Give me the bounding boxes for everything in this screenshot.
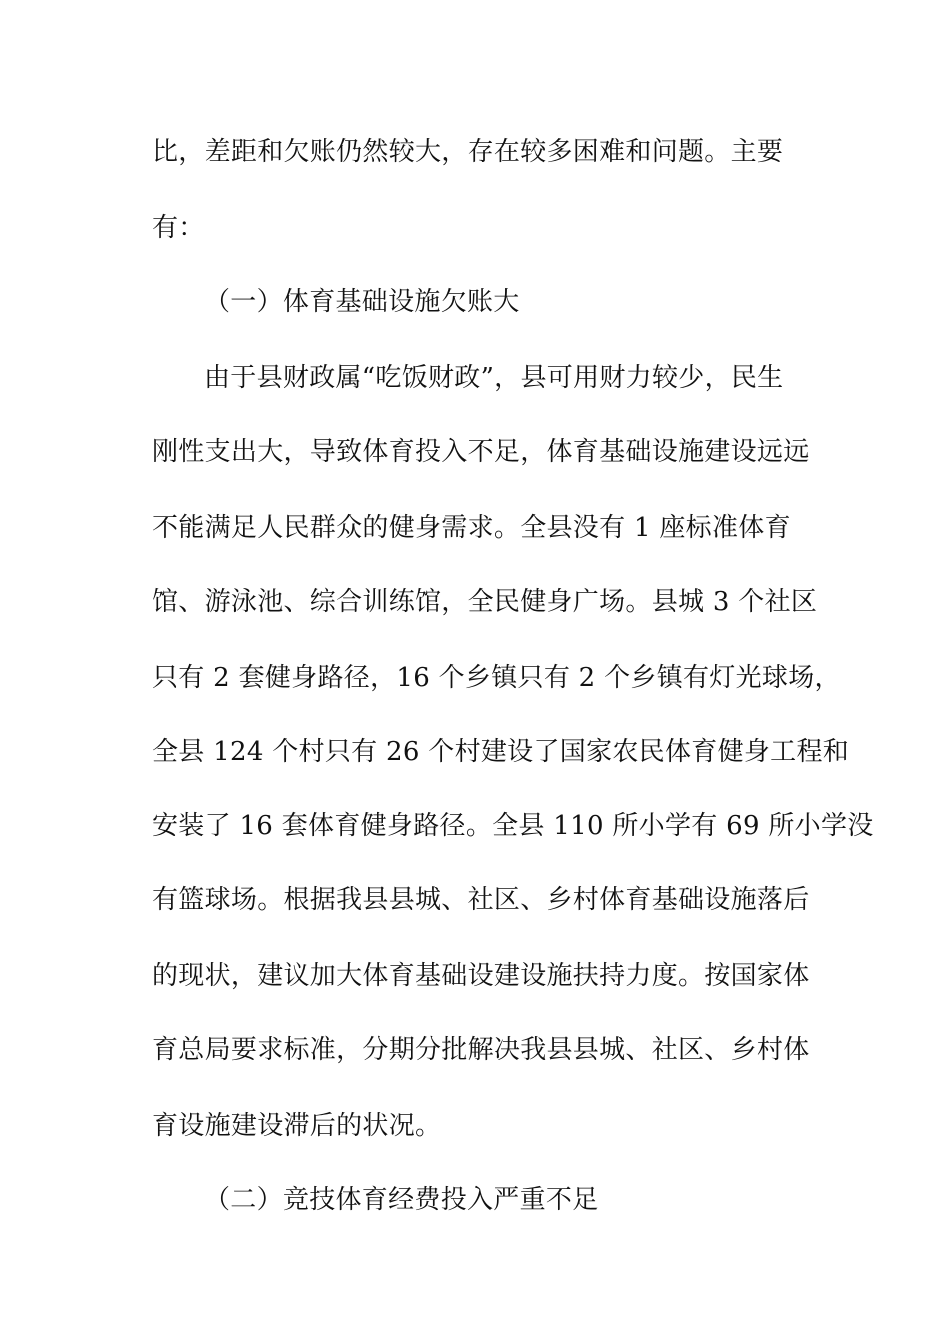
paragraph-start: 由于县财政属“吃饭财政”，县可用财力较少，民生 (204, 363, 784, 393)
text-line: 有篮球场。根据我县县城、社区、乡村体育基础设施落后 (152, 885, 810, 915)
text-line: 馆、游泳池、综合训练馆，全民健身广场。县城 3 个社区 (152, 587, 818, 617)
section-heading-1: （一）体育基础设施欠账大 (204, 287, 520, 317)
text-line: 育设施建设滞后的状况。 (152, 1111, 442, 1141)
text-line: 安装了 16 套体育健身路径。全县 110 所小学有 69 所小学没 (152, 811, 874, 841)
text-line: 有： (152, 213, 205, 243)
text-line: 不能满足人民群众的健身需求。全县没有 1 座标准体育 (152, 513, 791, 543)
text-line: 全县 124 个村只有 26 个村建设了国家农民体育健身工程和 (152, 737, 850, 767)
text-line: 育总局要求标准，分期分批解决我县县城、社区、乡村体 (152, 1035, 810, 1065)
section-heading-2: （二）竞技体育经费投入严重不足 (204, 1185, 599, 1215)
text-line: 刚性支出大，导致体育投入不足，体育基础设施建设远远 (152, 437, 810, 467)
text-line: 只有 2 套健身路径，16 个乡镇只有 2 个乡镇有灯光球场， (152, 663, 841, 693)
text-line: 比，差距和欠账仍然较大，存在较多困难和问题。主要 (152, 137, 784, 167)
text-line: 的现状，建议加大体育基础设建设施扶持力度。按国家体 (152, 961, 810, 991)
